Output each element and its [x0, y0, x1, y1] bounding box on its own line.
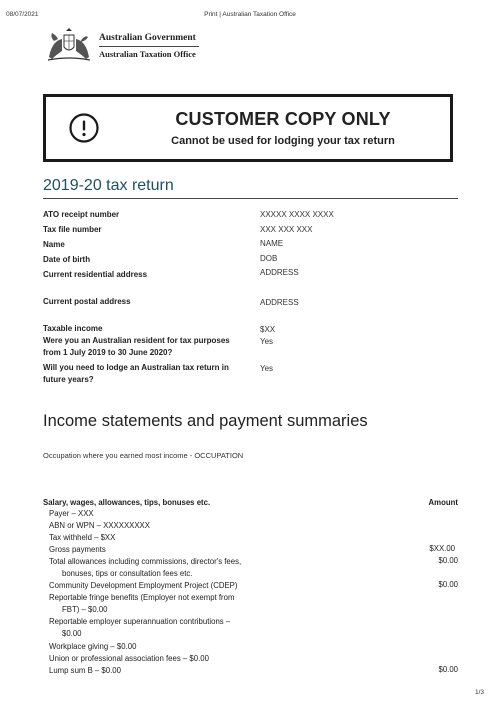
logo-divider — [99, 46, 199, 47]
cdep-line: Community Development Employment Project (CDEP) — [49, 581, 238, 590]
salary-heading: Salary, wages, allowances, tips, bonuses etc. — [43, 498, 211, 507]
gross-payments-line: Gross payments — [49, 545, 106, 554]
section-divider — [43, 198, 458, 199]
logo-ato-name: Australian Taxation Office — [99, 49, 196, 59]
name-value: NAME — [260, 239, 284, 248]
allowances-amount: $0.00 — [438, 556, 458, 565]
allowances-line-cont: bonuses, tips or consultation fees etc. — [62, 569, 193, 578]
print-date: 08/07/2021 — [6, 11, 39, 18]
print-title: Print | Australian Taxation Office — [204, 11, 296, 18]
taxable-income-label: Taxable income — [43, 324, 103, 333]
logo-government-name: Australian Government — [99, 33, 196, 43]
residential-address-label: Current residential address — [43, 270, 148, 279]
taxable-income-value: $XX — [260, 325, 276, 334]
future-return-label: Will you need to lodge an Australian tax return in future years? — [43, 363, 229, 384]
fringe-benefits-line-cont: FBT) – $0.00 — [62, 605, 108, 614]
dob-value: DOB — [260, 254, 278, 263]
lump-sum-b-amount: $0.00 — [438, 665, 458, 674]
postal-address-label: Current postal address — [43, 297, 131, 306]
coat-of-arms-icon — [44, 27, 94, 63]
cdep-amount: $0.00 — [438, 580, 458, 589]
occupation-text: Occupation where you earned most income - OCCUPATION — [43, 451, 244, 460]
super-contributions-line: Reportable employer superannuation contributions – — [49, 617, 231, 626]
lump-sum-b-line: Lump sum B – $0.00 — [49, 666, 121, 675]
union-fees-line: Union or professional association fees – $0.00 — [49, 654, 209, 663]
tax-withheld-line: Tax withheld – $XX — [49, 533, 116, 542]
payer-line: Payer – XXX — [49, 509, 94, 518]
income-section-title: Income statements and payment summaries — [43, 412, 368, 430]
super-contributions-line-cont: $0.00 — [62, 629, 82, 638]
resident-question-label: Were you an Australian resident for tax purposes from 1 July 2019 to 30 June 2020? — [43, 336, 230, 357]
receipt-number-label: ATO receipt number — [43, 210, 120, 219]
customer-copy-banner — [43, 94, 453, 162]
workplace-giving-line: Workplace giving – $0.00 — [49, 642, 137, 651]
page-number: 1/3 — [474, 689, 484, 696]
dob-label: Date of birth — [43, 255, 91, 264]
gross-payments-amount: $XX.00 — [429, 544, 455, 553]
tfn-label: Tax file number — [43, 225, 102, 234]
resident-question-value: Yes — [260, 337, 274, 346]
postal-address-value: ADDRESS — [260, 298, 299, 307]
name-label: Name — [43, 240, 65, 249]
tax-return-title: 2019-20 tax return — [43, 177, 174, 194]
banner-subtitle: Cannot be used for lodging your tax return — [171, 135, 395, 147]
amount-heading: Amount — [428, 498, 458, 507]
future-return-value: Yes — [260, 364, 274, 373]
residential-address-value: ADDRESS — [260, 268, 299, 277]
banner-title: CUSTOMER COPY ONLY — [175, 109, 391, 129]
government-logo — [44, 27, 214, 67]
allowances-line: Total allowances including commissions, director's fees, — [49, 557, 242, 566]
receipt-number-value: XXXXX XXXX XXXX — [260, 210, 334, 219]
abn-line: ABN or WPN – XXXXXXXXX — [49, 521, 150, 530]
exclamation-circle-icon — [68, 112, 100, 144]
fringe-benefits-line: Reportable fringe benefits (Employer not exempt from — [49, 593, 235, 602]
tfn-value: XXX XXX XXX — [260, 225, 313, 234]
